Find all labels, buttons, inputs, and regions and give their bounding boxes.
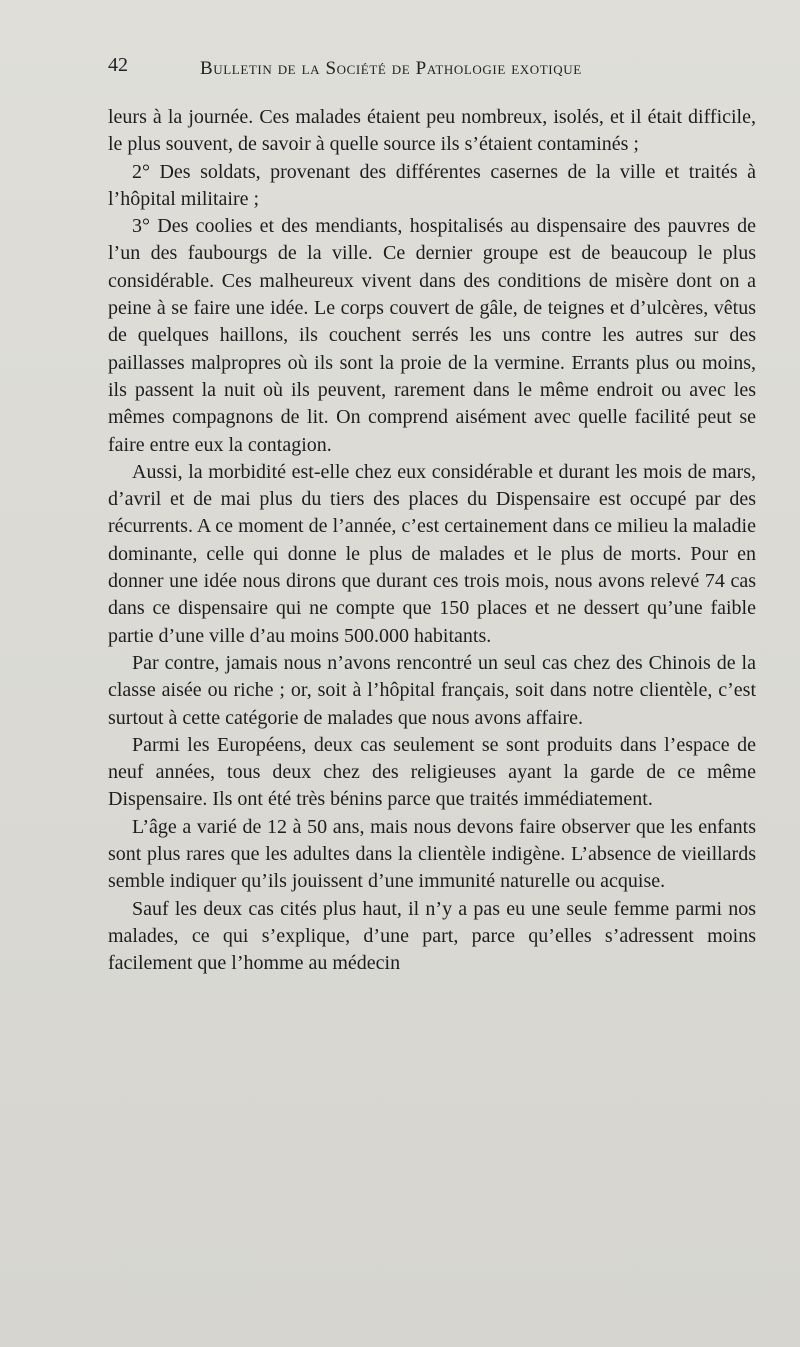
paragraph-5: Par contre, jamais nous n’avons rencontré un seul cas chez des Chinois de la classe aisée ou riche ; or, soit à l’hôpital français, soit dans notre clientèle, c’est surtout à cette catégorie de malades que nous avons affaire. — [108, 651, 756, 729]
page-number: 42 — [108, 54, 128, 76]
paragraph-2: 2° Des soldats, provenant des différentes casernes de la ville et traités à l’hôpital militaire ; — [108, 160, 756, 210]
paragraph-6: Parmi les Européens, deux cas seulement se sont produits dans l’espace de neuf années, tous deux chez des religieuses ayant la garde de ce même Dispensaire. Ils ont été très bénins parce que traités immédiatement. — [108, 733, 756, 811]
body-text — [108, 104, 756, 978]
paragraph-3: 3° Des coolies et des mendiants, hospitalisés au dispensaire des pauvres de l’un des faubourgs de la ville. Ce dernier groupe est de beaucoup le plus considérable. Ces malheureux vivent dans des conditions de misère dont on a peine à se faire une idée. Le corps couvert de gâle, de teignes et d’ulcères, vêtus de quelques haillons, ils couchent serrés les uns contre les autres sur des paillasses malpropres où ils sont la proie de la vermine. Errants plus ou moins, ils passent la nuit où ils peuvent, rarement dans le même endroit ou avec les mêmes compagnons de lit. On comprend aisément avec quelle facilité peut se faire entre eux la contagion. — [108, 215, 756, 456]
paragraph-4: Aussi, la morbidité est-elle chez eux considérable et durant les mois de mars, d’avril et de mai plus du tiers des places du Dispensaire est occupé par des récurrents. A ce moment de l’année, c’est certainement dans ce milieu la maladie dominante, celle qui donne le plus de malades et le plus de morts. Pour en donner une idée nous dirons que durant ces trois mois, nous avons relevé 74 cas dans ce dispensaire qui ne compte que 150 places et ne dessert qu’une faible partie d’une ville d’au moins 500.000 habitants. — [108, 460, 756, 647]
page-header — [108, 54, 748, 82]
paragraph-8: Sauf les deux cas cités plus haut, il n’y a pas eu une seule femme parmi nos malades, ce qui s’explique, d’une part, parce qu’elles s’adressent moins facilement que l’homme au médecin — [108, 897, 756, 975]
paragraph-1: leurs à la journée. Ces malades étaient peu nombreux, isolés, et il était difficile, le plus souvent, de savoir à quelle source ils s’étaient contaminés ; — [108, 106, 756, 156]
running-title: Bulletin de la Société de Pathologie exotique — [200, 58, 582, 79]
paragraph-7: L’âge a varié de 12 à 50 ans, mais nous devons faire observer que les enfants sont plus rares que les adultes dans la clientèle indigène. L’absence de vieillards semble indiquer qu’ils jouissent d’une immunité naturelle ou acquise. — [108, 815, 756, 893]
